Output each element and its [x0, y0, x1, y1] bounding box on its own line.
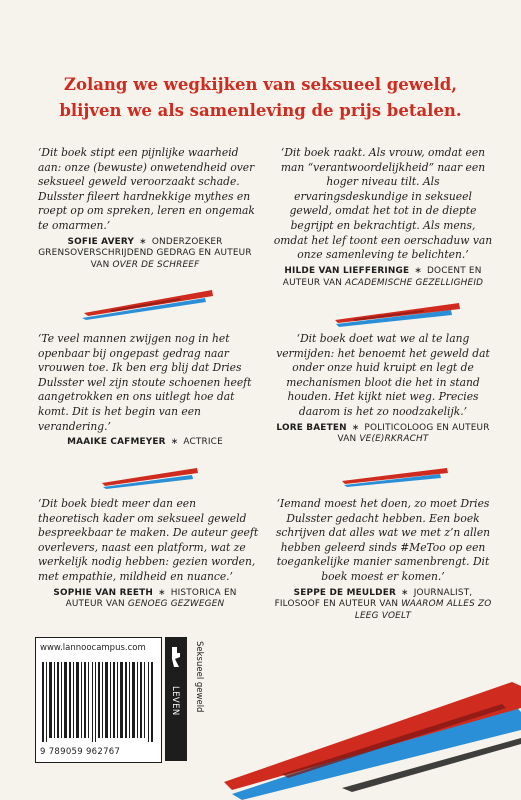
headline-line-2: blijven we als samenleving de prijs betalen.	[59, 101, 462, 120]
blurb-attribution	[272, 423, 494, 447]
blurb-author: SEPPE DE MEULDER	[293, 587, 397, 598]
blurb-attribution	[38, 588, 260, 612]
publisher-logo-icon	[170, 645, 182, 669]
blurb-attribution	[272, 588, 494, 623]
brush-stroke-1	[80, 286, 215, 322]
blurb-text: ‘Dit boek raakt. Als vrouw, omdat een man “verantwoordelijkheid” naar een hoger niveau tilt. Als ervaringsdeskundige in seksueel geweld, omdat het tot in de diepte begrijpt en bekrachtigt. Als mens, omdat het lef toont een oerschaduw van onze samenleving te belichten.’	[273, 146, 493, 262]
subject-label: Seksueel geweld	[194, 641, 204, 713]
blurb-seppe-de-meulder	[272, 497, 494, 623]
blurb-book: ACADEMISCHE GEZELLIGHEID	[345, 277, 484, 288]
blurb-role: POLITICOLOOG EN AUTEUR VAN	[337, 422, 490, 445]
blurb-book: VE(E)RKRACHT	[359, 434, 429, 445]
headline-line-1: Zolang we wegkijken van seksueel geweld,	[63, 75, 458, 94]
blurb-sophie-van-reeth	[38, 497, 260, 611]
separator-star: ∗	[351, 422, 360, 433]
barcode-box	[35, 637, 162, 763]
blurb-book: WAAROM ALLES ZO LEEG VOELT	[354, 599, 492, 622]
blurb-attribution	[272, 266, 494, 290]
separator-star: ∗	[158, 587, 166, 598]
blurb-attribution	[38, 237, 260, 272]
blurb-role: JOURNALIST, FILOSOOF EN AUTEUR VAN	[274, 587, 473, 610]
separator-star: ∗	[414, 265, 422, 276]
blurb-text: ‘Te veel mannen zwijgen nog in het openbaar bij ongepast gedrag naar vrouwen toe. Ik ben erg blij dat Dries Dulsster wel zijn stoute schoenen heeft aangetrokken en ons uitlegt hoe dat komt. Dit is het begin van een verandering.’	[38, 332, 252, 433]
barcode-icon	[42, 662, 155, 742]
publisher-url[interactable]: www.lannoocampus.com	[40, 643, 146, 653]
blurb-author: MAAIKE CAFMEYER	[67, 437, 166, 448]
separator-star: ∗	[139, 236, 147, 247]
separator-star: ∗	[401, 587, 409, 598]
blurb-maaike-cafmeyer	[38, 332, 260, 449]
blurb-hilde-van-liefferinge	[272, 146, 494, 289]
blurb-text: ‘Dit boek biedt meer dan een theoretisch kader om seksueel geweld bespreekbaar te maken. De auteur geeft overlevers, naast een platform, wat ze werkelijk nodig hebben: gezien worden, met empathie, mildheid en nuance.’	[38, 497, 259, 583]
brush-stroke-2	[333, 300, 463, 330]
blurb-sofie-avery	[38, 146, 260, 272]
blurb-book: OVER DE SCHREEF	[112, 260, 200, 271]
blurb-lore-baeten	[272, 332, 494, 446]
brush-stroke-large	[222, 682, 521, 800]
blurb-author: HILDE VAN LIEFFERINGE	[284, 265, 410, 276]
blurb-book: GENOEG GEZWEGEN	[127, 599, 225, 610]
blurb-role: ACTRICE	[183, 437, 223, 448]
blurb-role: DOCENT EN AUTEUR VAN	[282, 265, 482, 288]
separator-star: ∗	[170, 437, 179, 448]
category-label: LEVEN	[170, 686, 180, 716]
blurb-author: SOPHIE VAN REETH	[53, 587, 154, 598]
blurb-text: ‘Dit boek doet wat we al te lang vermijden: het benoemt het geweld dat onder onze huid kruipt en legt de mechanismen bloot die het in stand houden. Het kijkt niet weg. Precies daarom is het zo noodzakelijk.’	[276, 332, 490, 418]
blurb-attribution	[38, 437, 260, 449]
brush-stroke-4	[340, 465, 450, 491]
blurb-text: ‘Dit boek stipt een pijnlijke waarheid aan: onze (bewuste) onwetendheid over seksueel geweld veroorzaakt schade. Dulsster fileert hardnekkige mythes en roept op om spreken, leren en ongemak te omarmen.’	[38, 146, 255, 232]
isbn-number: 9 789059 962767	[40, 747, 121, 757]
blurb-author: SOFIE AVERY	[67, 236, 135, 247]
headline	[20, 72, 501, 124]
brush-stroke-3	[100, 465, 200, 493]
blurb-role: ONDERZOEKER GRENSOVERSCHRIJDEND GEDRAG EN AUTEUR VAN	[38, 236, 252, 271]
blurb-role: HISTORICA EN AUTEUR VAN	[65, 587, 237, 610]
blurb-text: ‘Iemand moest het doen, zo moet Dries Dulsster gedacht hebben. Een boek schrijven dat alles wat we met z’n allen hebben geleerd sinds #MeToo op een toegankelijke manier samenbrengt. Dit boek moest er komen.’	[275, 497, 491, 583]
blurb-author: LORE BAETEN	[276, 422, 347, 433]
